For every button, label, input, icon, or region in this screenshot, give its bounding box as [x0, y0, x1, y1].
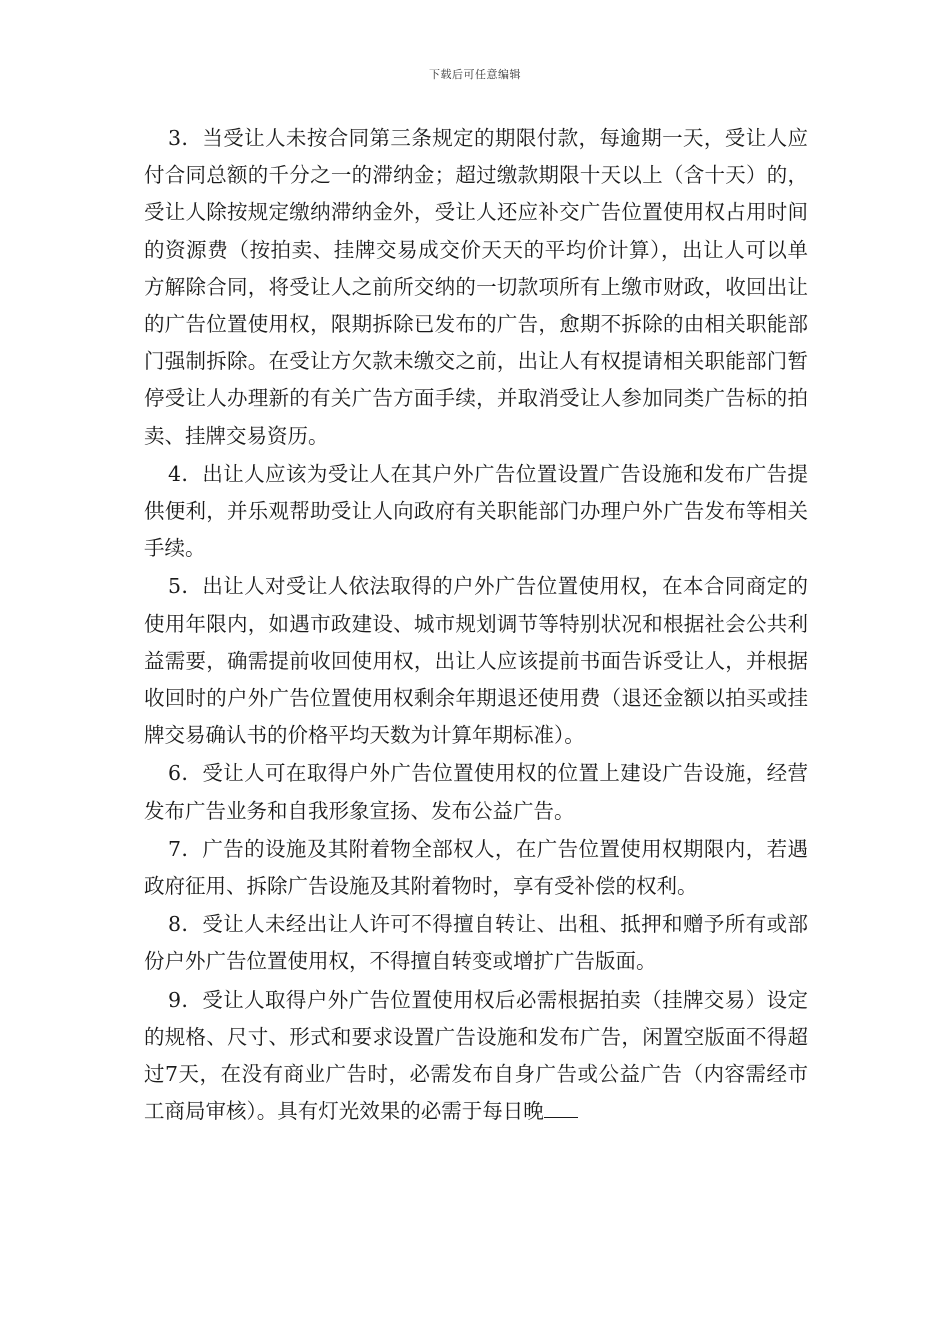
header-note: 下载后可任意编辑: [429, 68, 521, 81]
clause-9-text: 9．受让人取得户外广告位置使用权后必需根据拍卖（挂牌交易）设定的规格、尺寸、形式和要求设置广告设施和发布广告，闲置空版面不得超过7天，在没有商业广告时，必需发布自身广告或公益广告（内容需经市工商局审核）。具有灯光效果的必需于每日晚: [144, 987, 808, 1124]
clause-5-paragraph: 5．出让人对受让人依法取得的户外广告位置使用权，在本合同商定的使用年限内，如遇市政建设、城市规划调节等特别状况和根据社会公共利益需要，确需提前收回使用权，出让人应该提前书面告诉受让人，并根据收回时的户外广告位置使用权剩余年期退还使用费（退还金额以拍买或挂牌交易确认书的价格平均天数为计算年期标准）。: [144, 574, 808, 748]
clause-8-paragraph: 8．受让人未经出让人许可不得擅自转让、出租、抵押和赠予所有或部份户外广告位置使用权，不得擅自转变或增扩广告版面。: [144, 912, 808, 974]
clause-6-paragraph: 6．受让人可在取得户外广告位置使用权的位置上建设广告设施，经营发布广告业务和自我形象宣扬、发布公益广告。: [144, 761, 808, 823]
clause-9-paragraph: [144, 982, 808, 1131]
fill-in-blank: [544, 1099, 578, 1118]
clause-7-paragraph: 7．广告的设施及其附着物全部权人，在广告位置使用权期限内，若遇政府征用、拆除广告设施及其附着物时，享有受补偿的权利。: [144, 836, 808, 899]
clause-4-paragraph: 4．出让人应该为受让人在其户外广告位置设置广告设施和发布广告提供便利，并乐观帮助受让人向政府有关职能部门办理户外广告发布等相关手续。: [144, 461, 808, 561]
document-body: [144, 120, 808, 1131]
clause-3-paragraph: 3．当受让人未按合同第三条规定的期限付款，每逾期一天，受让人应付合同总额的千分之一的滞纳金；超过缴款期限十天以上（含十天）的，受让人除按规定缴纳滞纳金外，受让人还应补交广告位置使用权占用时间的资源费（按拍卖、挂牌交易成交价天天的平均价计算），出让人可以单方解除合同，将受让人之前所交纳的一切款项所有上缴市财政，收回出让的广告位置使用权，限期拆除已发布的广告，愈期不拆除的由相关职能部门强制拆除。在受让方欠款未缴交之前，出让人有权提请相关职能部门暂停受让人办理新的有关广告方面手续，并取消受让人参加同类广告标的拍卖、挂牌交易资历。: [144, 126, 808, 448]
